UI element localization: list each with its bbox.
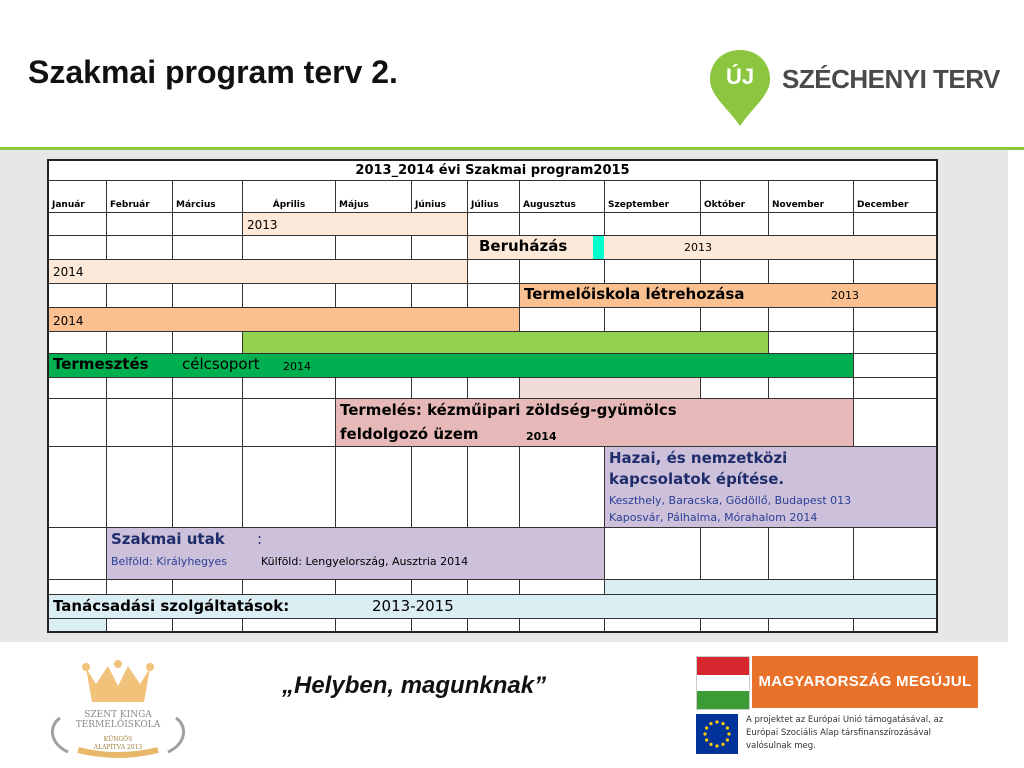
belfold-label: Belföld: Királyhegyes [111, 555, 228, 568]
hazai-places-2: Kaposvár, Pálhalma, Mórahalom 2014 [609, 511, 818, 524]
table-cell [412, 619, 468, 631]
beruhazas-bar [468, 236, 936, 260]
table-cell [49, 399, 107, 447]
szakmai-utak-bar [107, 528, 605, 580]
table-cell [605, 308, 701, 332]
table-cell [854, 332, 936, 354]
table-cell [605, 213, 701, 236]
table-title: 2013_2014 évi Szakmai program2015 [355, 163, 630, 178]
table-cell [336, 580, 412, 595]
table-cell [107, 284, 173, 308]
hazai-places-1: Keszthely, Baracska, Gödöllő, Budapest 013 [609, 494, 852, 507]
table-cell [49, 213, 107, 236]
month-label: December [857, 200, 909, 210]
year-label: 2014 [53, 314, 84, 328]
table-cell [173, 213, 243, 236]
table-cell [49, 580, 107, 595]
light-blue-bar [605, 580, 936, 595]
cyan-marker [593, 236, 604, 259]
month-label: Október [704, 200, 746, 210]
table-cell [336, 284, 412, 308]
year-label: 2014 [283, 360, 311, 373]
table-cell [173, 447, 243, 528]
table-cell [173, 399, 243, 447]
table-cell [468, 580, 520, 595]
table-cell [243, 619, 336, 631]
year-label: 2014 [53, 265, 84, 279]
table-cell [520, 213, 605, 236]
termeles-label-2: feldolgozó üzem [340, 425, 479, 443]
hazai-label-1: Hazai, és nemzetközi [609, 449, 788, 467]
table-cell [173, 284, 243, 308]
month-label: November [772, 200, 825, 210]
termesztes-label: Termesztés [53, 355, 149, 373]
szechenyi-terv-text: SZÉCHENYI TERV [782, 64, 1000, 94]
table-cell [468, 284, 520, 308]
table-cell [336, 619, 412, 631]
month-label: Február [110, 200, 150, 210]
magyarorszag-megujul-logo [696, 656, 978, 756]
light-green-bar [243, 332, 769, 354]
month-header [412, 181, 468, 213]
table-cell [173, 619, 243, 631]
motto: „Helyben, magunknak” [282, 672, 547, 699]
table-cell [107, 447, 173, 528]
table-cell [701, 213, 769, 236]
hazai-label-2: kapcsolatok építése. [609, 470, 785, 488]
program-table [47, 159, 938, 633]
table-cell [854, 378, 936, 399]
table-cell [520, 619, 605, 631]
termeloiskola-bar [520, 284, 936, 308]
table-cell [336, 447, 412, 528]
table-cell [107, 236, 173, 260]
table-cell [769, 619, 854, 631]
month-label: Június [415, 200, 447, 210]
termeloiskola-label: Termelőiskola létrehozása [524, 285, 745, 303]
table-cell [605, 260, 701, 284]
year-label: 2013 [684, 241, 712, 254]
month-label: Március [176, 200, 216, 210]
table-cell [243, 378, 336, 399]
table-cell [854, 260, 936, 284]
eu-flag-icon [696, 714, 738, 754]
month-label: Szeptember [608, 200, 670, 210]
table-cell [605, 619, 701, 631]
table-cell [701, 260, 769, 284]
table-cell [49, 236, 107, 260]
table-cell [49, 284, 107, 308]
table-cell [854, 213, 936, 236]
szechenyi-pin-label: ÚJ [725, 64, 755, 89]
table-cell [854, 528, 936, 580]
table-cell [769, 378, 854, 399]
month-label: Április [272, 200, 306, 210]
table-cell [107, 399, 173, 447]
hazai-kapcsolatok-bar [605, 447, 936, 528]
table-cell [173, 236, 243, 260]
table-cell [520, 260, 605, 284]
month-header [336, 181, 412, 213]
table-cell [243, 236, 336, 260]
table-cell [769, 528, 854, 580]
month-header [854, 181, 936, 213]
table-cell [173, 378, 243, 399]
month-header [769, 181, 854, 213]
szent-kinga-name: SZENT KINGA TERMELŐISKOLA [75, 710, 161, 730]
table-cell [412, 447, 468, 528]
timeline-bar-2013 [243, 213, 468, 236]
light-pink-bar [520, 378, 701, 399]
table-cell [468, 260, 520, 284]
table-cell [605, 528, 701, 580]
month-header [468, 181, 520, 213]
table-cell [336, 378, 412, 399]
timeline-bar-2014 [49, 308, 520, 332]
month-header [701, 181, 769, 213]
tanacsadas-years: 2013-2015 [372, 597, 454, 615]
table-cell [769, 213, 854, 236]
table-cell [468, 213, 520, 236]
month-label: Január [52, 200, 85, 210]
table-cell [769, 308, 854, 332]
table-cell [243, 284, 336, 308]
table-cell [468, 619, 520, 631]
table-cell [701, 528, 769, 580]
table-cell [336, 236, 412, 260]
table-cell [769, 260, 854, 284]
table-cell [107, 619, 173, 631]
tanacsadas-bar [49, 595, 936, 619]
table-cell [769, 332, 854, 354]
month-header [605, 181, 701, 213]
table-cell [412, 284, 468, 308]
table-cell [49, 528, 107, 580]
table-cell [107, 378, 173, 399]
tanacsadas-label: Tanácsadási szolgáltatások: [53, 597, 290, 615]
table-cell [173, 332, 243, 354]
table-cell [520, 447, 605, 528]
table-cell [412, 236, 468, 260]
month-header [49, 181, 107, 213]
table-cell [49, 447, 107, 528]
table-cell [854, 619, 936, 631]
table-cell [854, 399, 936, 447]
colon: : [257, 530, 263, 548]
beruhazas-label: Beruházás [479, 237, 568, 255]
year-label: 2013 [831, 289, 859, 302]
year-label: 2014 [526, 430, 557, 443]
szent-kinga-subtitle: KÜNGÖS ALAPÍTVA 2013 [93, 736, 143, 751]
table-cell [701, 619, 769, 631]
termeles-label-1: Termelés: kézműipari zöldség-gyümölcs [340, 401, 677, 419]
szakmai-utak-label: Szakmai utak [111, 530, 225, 548]
table-cell [243, 447, 336, 528]
hungarian-flag-icon [696, 656, 750, 710]
table-cell [854, 308, 936, 332]
table-cell [107, 332, 173, 354]
kulfold-label: Külföld: Lengyelország, Ausztria 2014 [261, 555, 469, 568]
table-cell [468, 378, 520, 399]
table-cell [49, 332, 107, 354]
table-cell [173, 580, 243, 595]
table-cell [468, 447, 520, 528]
termeles-bar [336, 399, 854, 447]
year-label: 2013 [247, 218, 278, 232]
table-cell [412, 580, 468, 595]
timeline-bar-2014 [49, 260, 468, 284]
month-header [107, 181, 173, 213]
month-label: Május [339, 200, 369, 210]
table-cell [701, 308, 769, 332]
table-cell [243, 399, 336, 447]
termesztes-bar [49, 354, 854, 378]
month-header [243, 181, 336, 213]
month-label: Július [471, 200, 499, 210]
table-cell [243, 580, 336, 595]
table-cell [854, 354, 936, 378]
table-cell [520, 580, 605, 595]
table-cell [49, 378, 107, 399]
table-cell [412, 378, 468, 399]
magyarorszag-banner: MAGYARORSZÁG MEGÚJUL [752, 656, 978, 708]
table-cell [107, 580, 173, 595]
table-cell [107, 213, 173, 236]
eu-funding-text: A projektet az Európai Unió támogatásával, az Európai Szociális Alap társfinanszírozásával valósulnak meg. [746, 715, 944, 751]
table-cell [701, 378, 769, 399]
month-header [173, 181, 243, 213]
szechenyi-terv-logo [708, 48, 1000, 132]
table-cell [520, 308, 605, 332]
month-header [520, 181, 605, 213]
page-title: Szakmai program terv 2. [28, 54, 398, 90]
szent-kinga-logo [38, 660, 198, 760]
table-title-cell [49, 161, 936, 181]
month-label: Augusztus [523, 200, 576, 210]
celcsoport-label: célcsoport [182, 355, 260, 373]
table-cell [49, 619, 107, 631]
